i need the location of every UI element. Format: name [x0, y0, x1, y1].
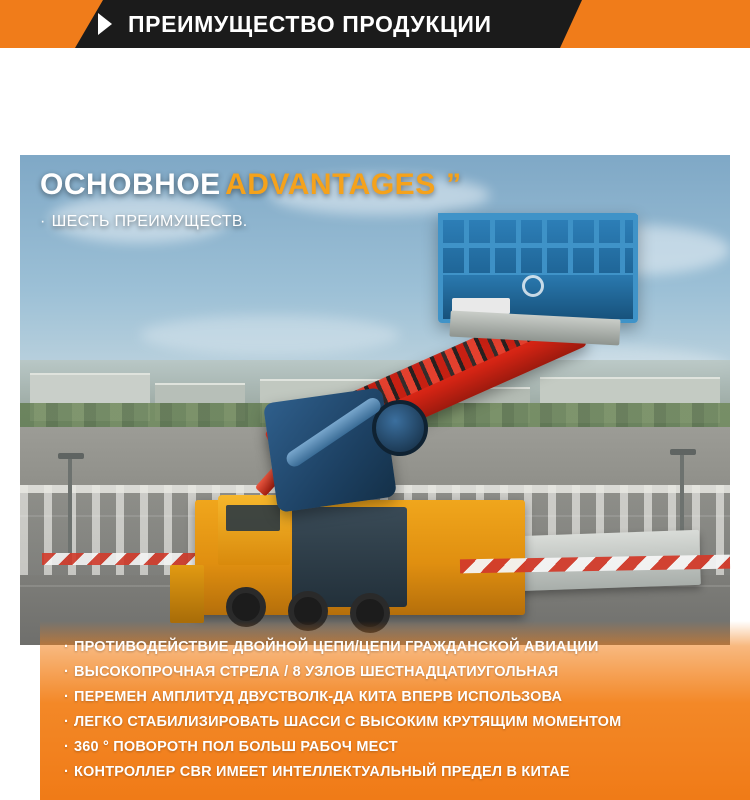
- hero-subheading: [40, 213, 248, 231]
- list-item: [64, 660, 726, 685]
- list-item: [64, 735, 726, 760]
- basket-rail-top: [438, 215, 638, 220]
- top-banner: [0, 0, 750, 48]
- list-item-label: 360 ° ПОВОРОТН ПОЛ БОЛЬШ РАБОЧ МЕСТ: [74, 739, 398, 755]
- bullet-marker: ·: [64, 739, 70, 755]
- light-pole: [68, 455, 72, 565]
- bullet-marker: ·: [40, 213, 46, 230]
- bullet-marker: ·: [64, 664, 70, 680]
- chevron-right-icon: [98, 13, 112, 35]
- basket-logo-icon: [522, 275, 544, 297]
- list-item: [64, 760, 726, 785]
- list-item-label: ЛЕГКО СТАБИЛИЗИРОВАТЬ ШАССИ С ВЫСОКИМ КРУТЯЩИМ МОМЕНТОМ: [74, 714, 622, 730]
- safety-barrier: [42, 553, 202, 565]
- heading-accent-text: ADVANTAGES: [225, 168, 436, 201]
- list-item: [64, 685, 726, 710]
- list-item-label: ПЕРЕМЕН АМПЛИТУД ДВУСТВОЛК-ДА КИТА ВПЕРВ ИСПОЛЬЗОВА: [74, 689, 563, 705]
- outrigger-leg: [170, 565, 204, 623]
- bullet-marker: ·: [64, 764, 70, 780]
- banner-title: ПРЕИМУЩЕСТВО ПРОДУКЦИИ: [128, 11, 492, 37]
- hero-heading: [40, 168, 461, 202]
- bullet-marker: ·: [64, 714, 70, 730]
- list-item-label: ПРОТИВОДЕЙСТВИЕ ДВОЙНОЙ ЦЕПИ/ЦЕПИ ГРАЖДАНСКОЙ АВИАЦИИ: [74, 639, 599, 655]
- quote-mark-icon: ”: [446, 168, 462, 201]
- bullet-marker: ·: [64, 639, 70, 655]
- heading-main-text: ОСНОВНОЕ: [40, 168, 221, 201]
- light-pole-head: [670, 449, 696, 455]
- list-item: [64, 710, 726, 735]
- basket-rail-mid: [438, 243, 638, 248]
- list-item-label: КОНТРОЛЛЕР CBR ИМЕЕТ ИНТЕЛЛЕКТУАЛЬНЫЙ ПРЕДЕЛ В КИТАЕ: [74, 764, 570, 780]
- list-item-label: ВЫСОКОПРОЧНАЯ СТРЕЛА / 8 УЗЛОВ ШЕСТНАДЦАТИУГОЛЬНАЯ: [74, 664, 559, 680]
- bullet-marker: ·: [64, 689, 70, 705]
- cloud: [140, 315, 400, 355]
- light-pole-head: [58, 453, 84, 459]
- advantages-list-panel: [40, 621, 750, 800]
- hero-subheading-label: ШЕСТЬ ПРЕИМУЩЕСТВ.: [51, 213, 248, 230]
- top-banner-orange-notch: [560, 0, 750, 48]
- list-item: [64, 635, 726, 660]
- truck-cab-window: [226, 505, 280, 531]
